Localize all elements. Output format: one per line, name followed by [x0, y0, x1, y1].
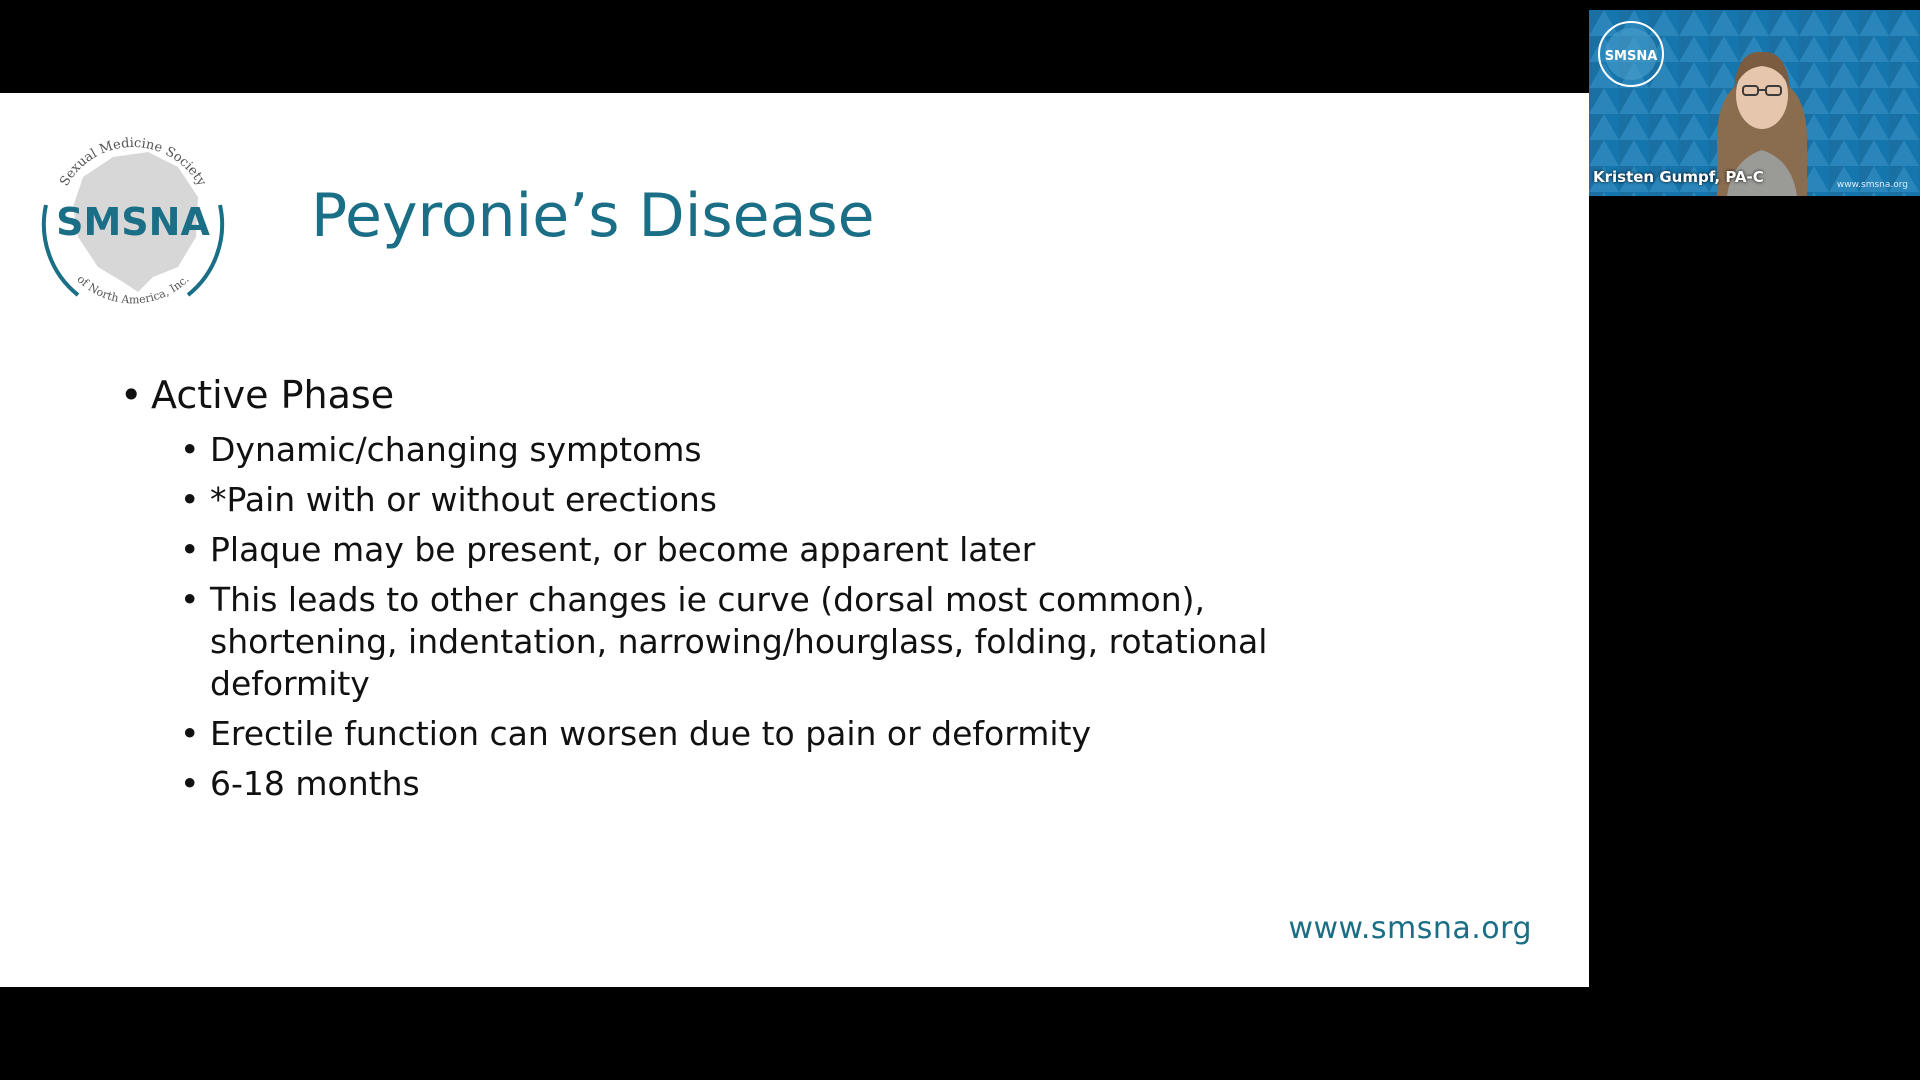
sub-bullet-item: [180, 479, 1370, 521]
bullet-dot-icon: •: [180, 480, 200, 519]
footer-url: www.smsna.org: [1288, 911, 1532, 946]
bullet-dot-icon: •: [180, 580, 200, 619]
tile-smsna-logo: [1595, 18, 1667, 90]
sub-bullet-item: [180, 763, 1370, 805]
logo-arc-top-text: Sexual Medicine Society: [57, 135, 209, 189]
logo-abbr: SMSNA: [56, 200, 210, 244]
bullet-dot-icon: •: [180, 714, 200, 753]
participant-video-tile[interactable]: [1589, 10, 1920, 196]
sub-bullet-list: [120, 429, 1420, 805]
sub-bullet-text: Erectile function can worsen due to pain or deformity: [210, 714, 1092, 753]
tile-logo-abbr: SMSNA: [1604, 49, 1658, 64]
bullet-dot-icon: •: [180, 530, 200, 569]
sub-bullet-item: [180, 429, 1370, 471]
sub-bullet-text: *Pain with or without erections: [210, 480, 718, 519]
bullet-item: [120, 373, 1420, 417]
bullet-dot-icon: •: [120, 373, 143, 417]
sub-bullet-item: [180, 713, 1370, 755]
sub-bullet-text: 6-18 months: [210, 764, 420, 803]
bullet-dot-icon: •: [180, 764, 200, 803]
sub-bullet-item: [180, 579, 1370, 705]
logo-arc-bottom-text: of North America, Inc.: [74, 272, 192, 307]
sub-bullet-item: [180, 529, 1370, 571]
presentation-slide: [0, 93, 1589, 987]
sub-bullet-text: Dynamic/changing symptoms: [210, 430, 702, 469]
sub-bullet-text: Plaque may be present, or become apparent later: [210, 530, 1036, 569]
sub-bullet-text: This leads to other changes ie curve (dorsal most common), shortening, indentation, narrowing/hourglass, folding, rotational deformity: [210, 580, 1268, 703]
slide-title: Peyronie’s Disease: [311, 181, 875, 251]
participant-name-label: Kristen Gumpf, PA-C: [1593, 168, 1764, 186]
bullet-text: Active Phase: [151, 373, 395, 417]
bullet-list: [120, 373, 1420, 813]
tile-background-url: www.smsna.org: [1836, 180, 1908, 190]
smsna-logo: [28, 117, 238, 327]
bullet-dot-icon: •: [180, 430, 200, 469]
